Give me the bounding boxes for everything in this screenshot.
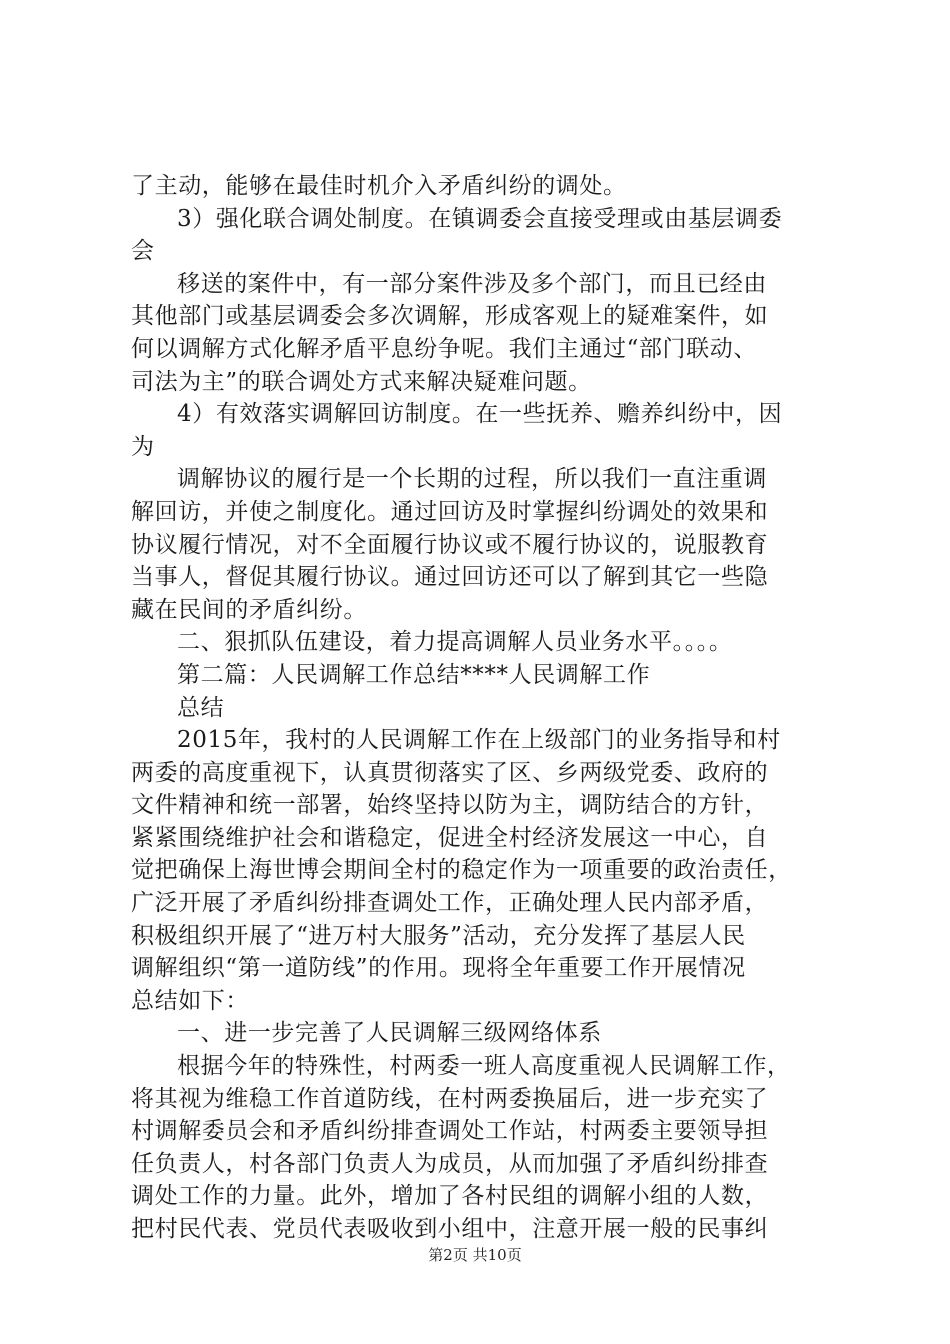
text-line: 把村民代表、党员代表吸收到小组中，注意开展一般的民事纠	[131, 1216, 769, 1242]
text-line: 调解协议的履行是一个长期的过程，所以我们一直注重调	[177, 466, 767, 493]
text-line: 当事人，督促其履行协议。通过回访还可以了解到其它一些隐	[131, 564, 769, 591]
text-line: 了主动，能够在最佳时机介入矛盾纠纷的调处。	[131, 173, 627, 199]
text-line: 两委的高度重视下，认真贯彻落实了区、乡两级党委、政府的	[131, 759, 769, 786]
text-line: 广泛开展了矛盾纠纷排查调处工作，正确处理人民内部矛盾，	[131, 890, 769, 917]
document-body	[131, 170, 841, 1246]
text-line: 总结	[177, 694, 225, 721]
text-line: 二、狠抓队伍建设，着力提高调解人员业务水平。。。。	[177, 629, 733, 656]
text-line: 为	[131, 433, 155, 460]
text-line: 何以调解方式化解矛盾平息纷争呢。我们主通过“部门联动、	[131, 335, 757, 362]
text-line: 将其视为维稳工作首道防线，在村两委换届后，进一步充实了	[131, 1085, 769, 1112]
text-line: 司法为主”的联合调处方式来解决疑难问题。	[131, 368, 592, 395]
text-line: 紧紧围绕维护社会和谐稳定，促进全村经济发展这一中心，自	[131, 824, 769, 851]
text-line: 协议履行情况，对不全面履行协议或不履行协议的，说服教育	[131, 531, 769, 558]
text-line: 总结如下：	[131, 987, 249, 1014]
text-line: 调解组织“第一道防线”的作用。现将全年重要工作开展情况	[131, 955, 746, 982]
text-line: 根据今年的特殊性，村两委一班人高度重视人民调解工作，	[177, 1053, 791, 1080]
text-line: 2015年，我村的人民调解工作在上级部门的业务指导和村	[177, 727, 781, 754]
page-footer: 第2页 共10页	[428, 1246, 522, 1264]
text-line: 4）有效落实调解回访制度。在一些抚养、赡养纠纷中，因	[177, 401, 783, 428]
text-line: 积极组织开展了“进万村大服务”活动，充分发挥了基层人民	[131, 922, 746, 949]
text-line: 藏在民间的矛盾纠纷。	[131, 596, 367, 623]
text-line: 解回访，并使之制度化。通过回访及时掌握纠纷调处的效果和	[131, 498, 769, 525]
text-line: 文件精神和统一部署，始终坚持以防为主，调防结合的方针，	[131, 792, 769, 819]
text-line: 调处工作的力量。此外，增加了各村民组的调解小组的人数，	[131, 1183, 769, 1210]
text-line: 一、进一步完善了人民调解三级网络体系	[177, 1020, 602, 1047]
text-line: 移送的案件中，有一部分案件涉及多个部门，而且已经由	[177, 270, 767, 297]
text-line: 会	[131, 238, 155, 265]
text-line: 3）强化联合调处制度。在镇调委会直接受理或由基层调委	[177, 205, 783, 232]
text-line: 觉把确保上海世博会期间全村的稳定作为一项重要的政治责任，	[131, 857, 792, 884]
text-line: 第二篇：人民调解工作总结****人民调解工作	[177, 661, 651, 688]
text-line: 村调解委员会和矛盾纠纷排查调处工作站，村两委主要领导担	[131, 1118, 769, 1145]
text-line: 其他部门或基层调委会多次调解，形成客观上的疑难案件，如	[131, 303, 769, 330]
text-line: 任负责人，村各部门负责人为成员，从而加强了矛盾纠纷排查	[131, 1150, 769, 1177]
